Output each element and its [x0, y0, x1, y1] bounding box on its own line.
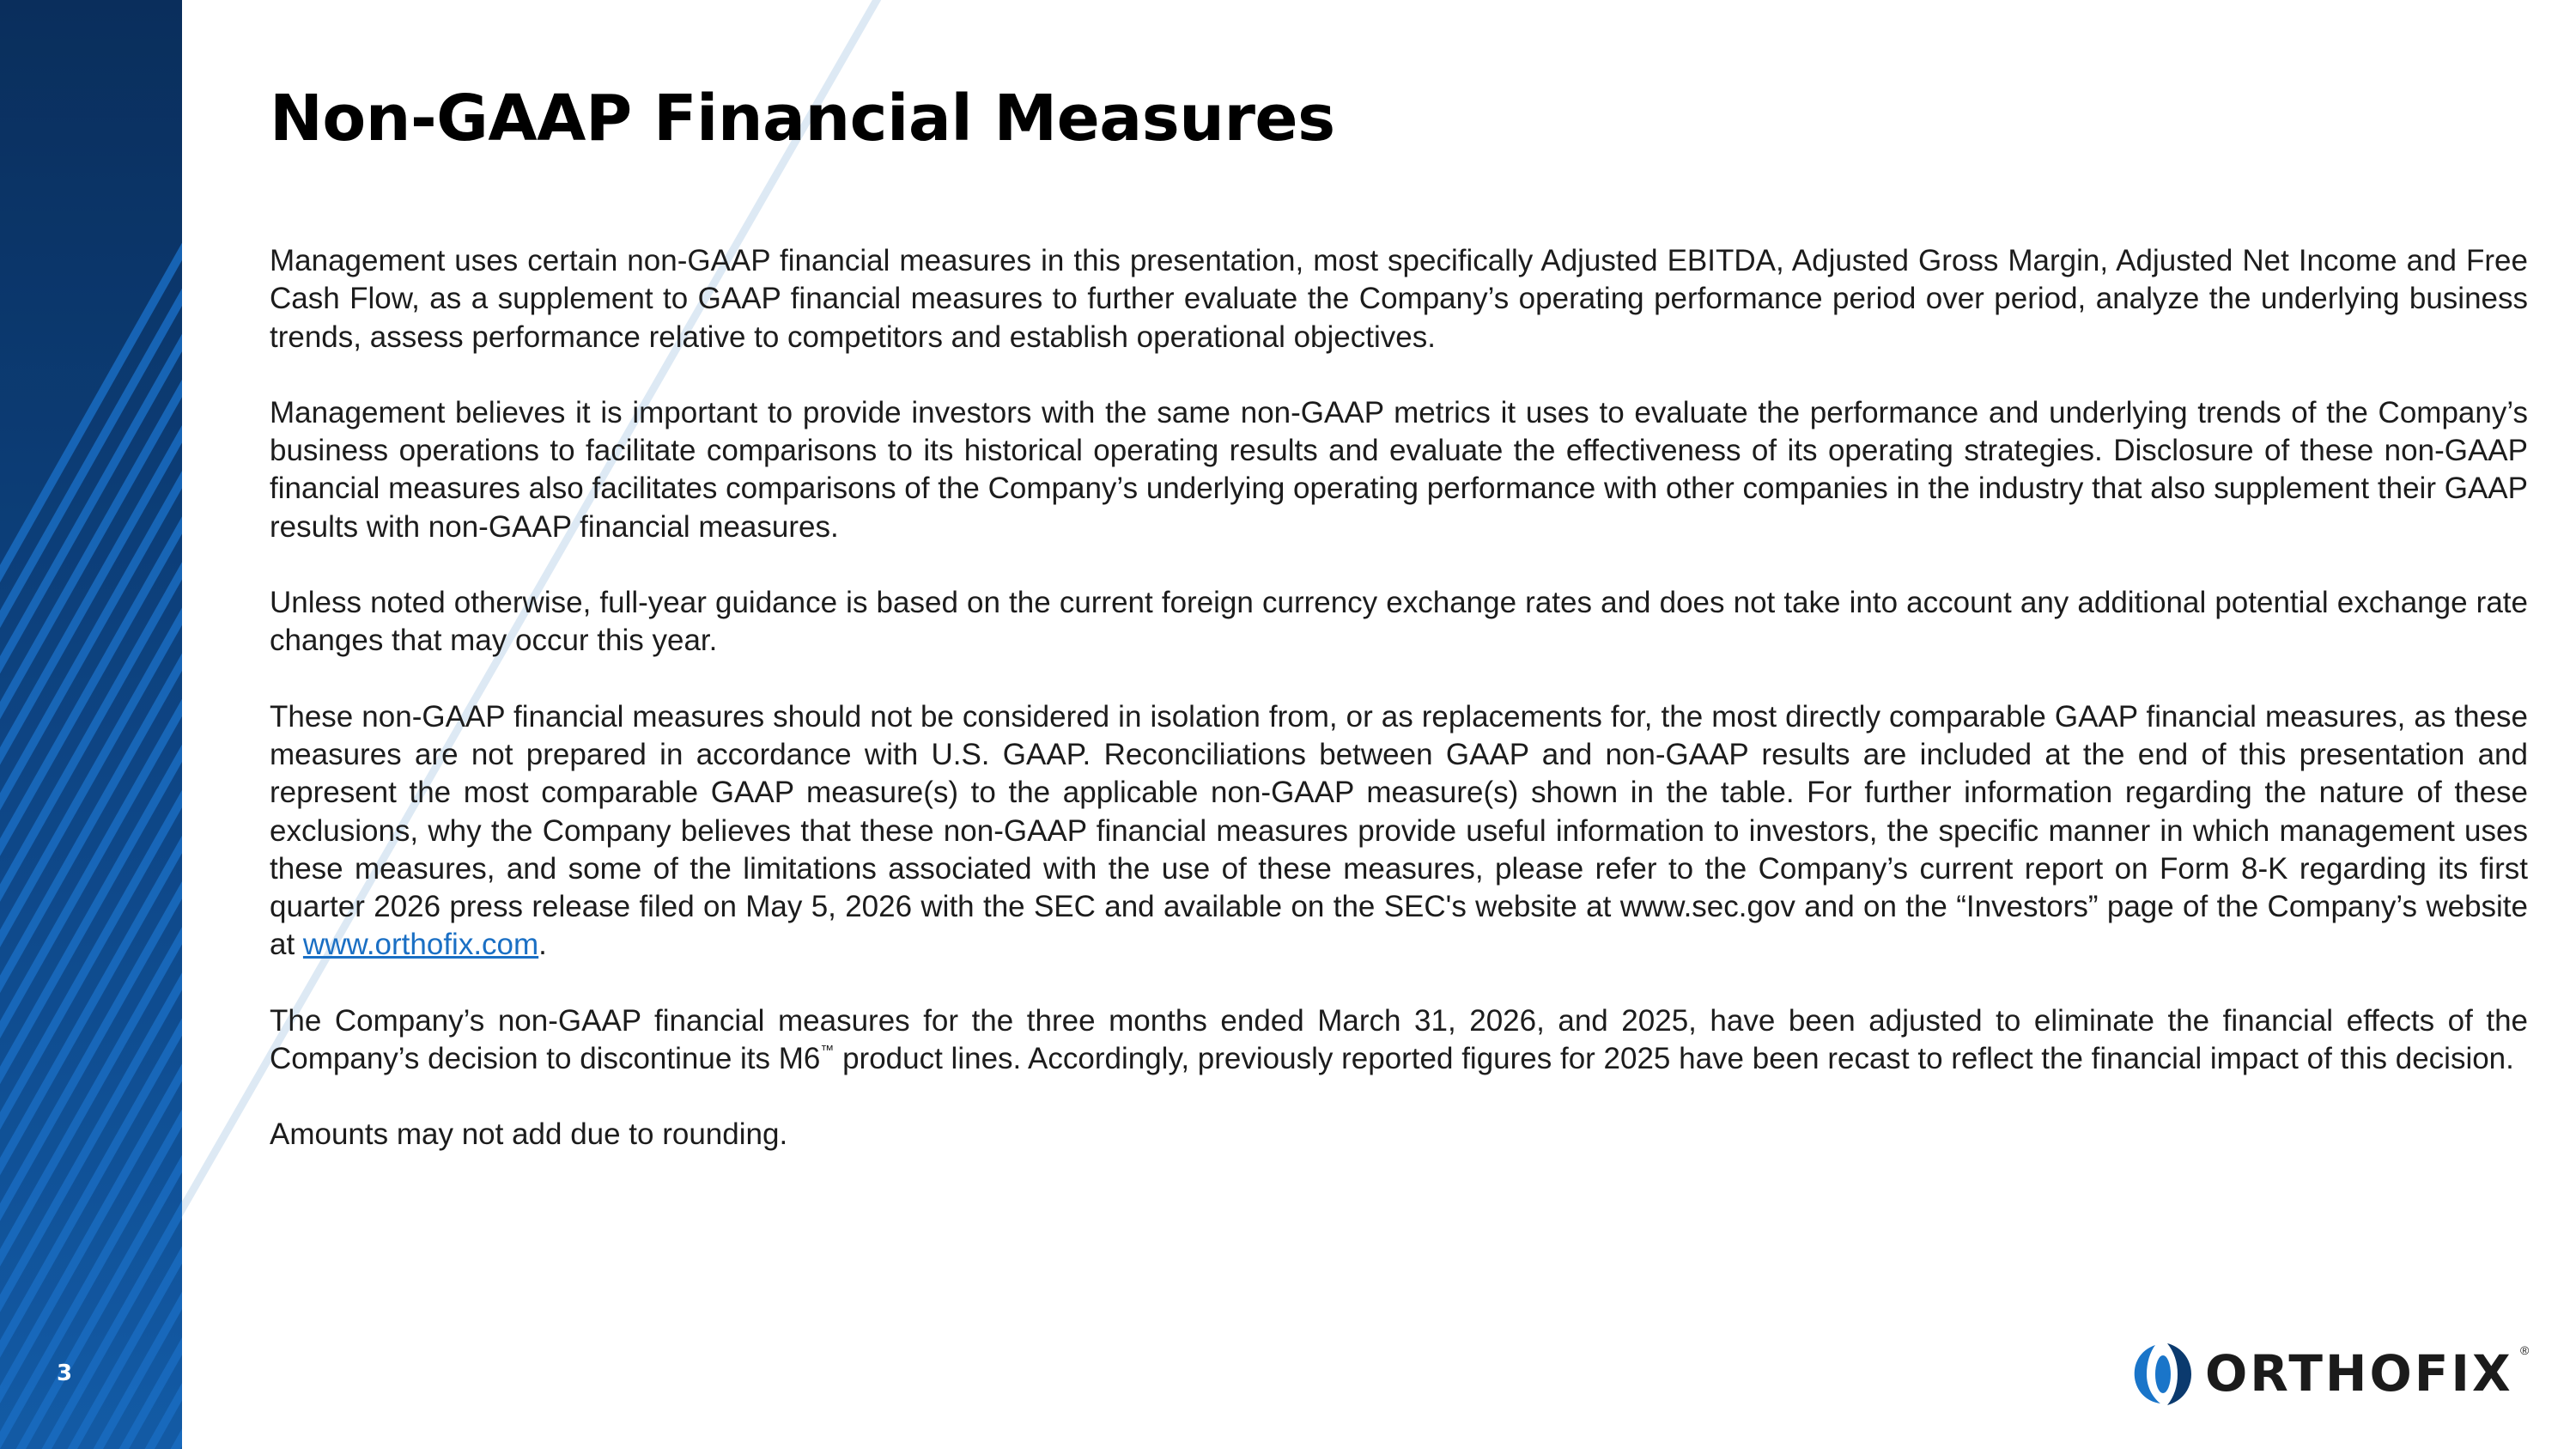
orthofix-logo-mark-icon: [2129, 1340, 2198, 1407]
registered-mark: ®: [2520, 1343, 2530, 1357]
orthofix-website-link[interactable]: www.orthofix.com: [302, 928, 539, 962]
paragraph-discontinued: [270, 1002, 2528, 1079]
logo-wordmark: ORTHOFIX: [2205, 1344, 2513, 1403]
page-number: 3: [57, 1361, 73, 1386]
discontinued-text-b: product lines. Accordingly, previously reported figures for 2025 have been recast to reflect the financial impact of this decision.: [834, 1042, 2514, 1076]
paragraph-guidance: Unless noted otherwise, full-year guidance is based on the current foreign currency exchange rates and does not take into account any additional potential exchange rate changes that may occur this year.: [270, 586, 2528, 658]
reconciliation-end: .: [538, 928, 547, 962]
discontinued-text-a: The Company’s non-GAAP financial measures for the three months ended March 31, 2026, and 2025, have been adjusted to eliminate the financial effects of the Company’s decision to discontinue its M6: [270, 1003, 2528, 1076]
paragraph-purpose: Management uses certain non-GAAP financial measures in this presentation, most specifically Adjusted EBITDA, Adjusted Gross Margin, Adjusted Net Income and Free Cash Flow, as a supplement to GAAP financial measures to further evaluate the Company’s operating performance period over period, analyze the underlying business trends, assess performance relative to competitors and establish operational objectives.: [270, 244, 2528, 354]
paragraph-reconciliation: [270, 698, 2528, 965]
paragraph-rounding: Amounts may not add due to rounding.: [270, 1117, 788, 1152]
page-title: Non-GAAP Financial Measures: [270, 82, 1335, 155]
paragraph-investors: Management believes it is important to provide investors with the same non-GAAP metrics it uses to evaluate the performance and underlying trends of the Company’s business operations to facilitate comparisons to its historical operating results and evaluate the effectiveness of its operating strategies. Disclosure of these non-GAAP financial measures also facilitates comparisons of the Company’s underlying operating performance with other companies in the industry that also supplement their GAAP results with non-GAAP financial measures.: [270, 395, 2528, 544]
trademark-symbol: ™: [820, 1044, 835, 1059]
body-text: [270, 242, 2528, 1192]
reconciliation-text: These non-GAAP financial measures should not be considered in isolation from, or as replacements for, the most directly comparable GAAP financial measures, as these measures are not prepared in accordance with U.S. GAAP. Reconciliations between GAAP and non-GAAP results are included at the end of this presentation and represent the most comparable GAAP measure(s) to the applicable non-GAAP measure(s) shown in the table. For further information regarding the nature of these exclusions, why the Company believes that these non-GAAP financial measures provide useful information to investors, the specific manner in which management uses these measures, and some of the limitations associated with the use of these measures, please refer to the Company’s current report on Form 8-K regarding its first quarter 2026 press release filed on May 5, 2026 with the SEC and available on the SEC's website at www.sec.gov and on the “Investors” page of the Company’s website at: [270, 699, 2528, 962]
orthofix-logo: [2129, 1340, 2533, 1407]
